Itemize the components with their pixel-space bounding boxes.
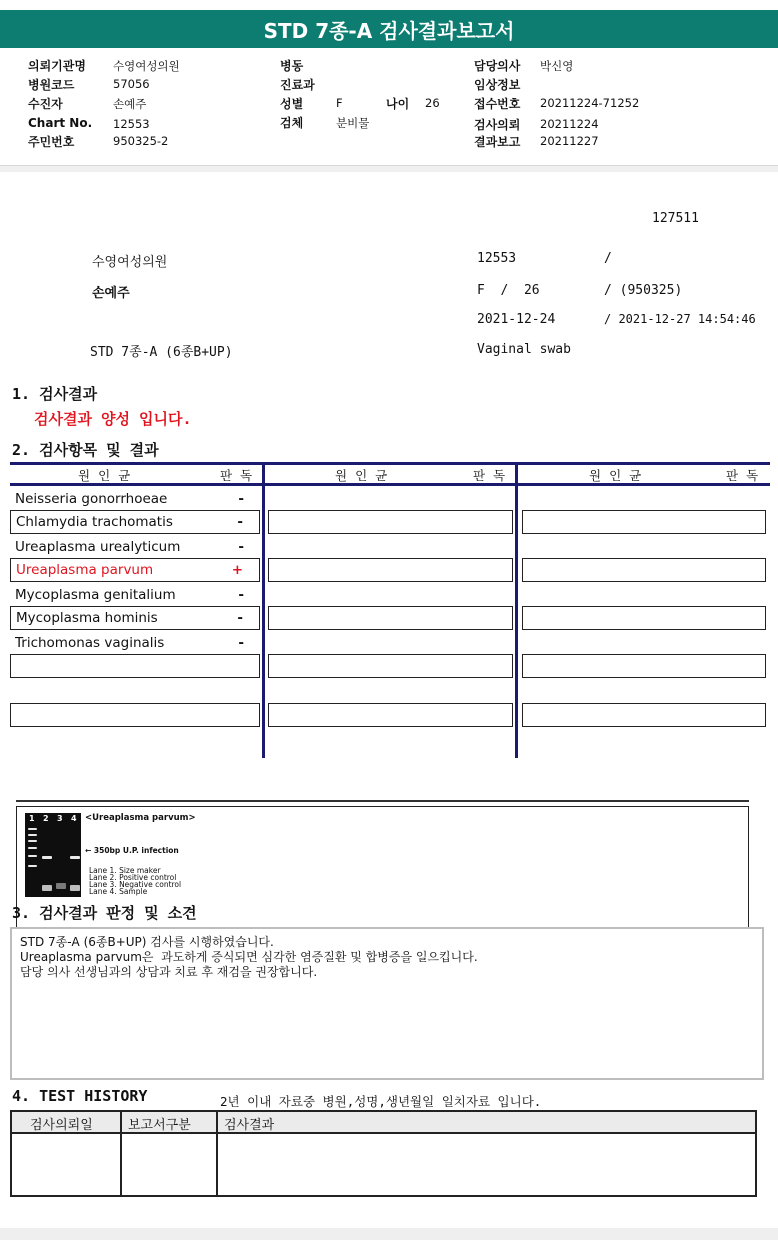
empty-row [10, 703, 260, 727]
gel-band [28, 865, 37, 867]
empty-row [522, 703, 766, 727]
lane-number: 1 [29, 814, 35, 823]
section4-title: 4. TEST HISTORY [12, 1087, 148, 1105]
findings-line: 담당 의사 선생님과의 상담과 치료 후 재검을 권장합니다. [20, 965, 318, 979]
gel-legend-item: Lane 2. Positive control [89, 873, 177, 882]
header-value: 20211224-71252 [540, 96, 640, 110]
report-header [0, 50, 778, 166]
header-label: Chart No. [28, 116, 93, 130]
section2-title: 2. 검사항목 및 결과 [12, 441, 159, 459]
header-value: 26 [425, 96, 440, 110]
header-label: 수진자 [28, 97, 63, 111]
empty-row [522, 606, 766, 630]
gel-band [42, 856, 52, 859]
pathogen-result: - [237, 610, 243, 626]
gel-legend-item: Lane 3. Negative control [89, 880, 182, 889]
history-table-header [12, 1112, 755, 1134]
pathogen-name: Neisseria gonorrhoeae [15, 491, 168, 507]
report-datetime: / 2021-12-27 14:54:46 [604, 312, 756, 326]
gel-arrow-label: ← 350bp U.P. infection [85, 846, 179, 855]
empty-row [522, 510, 766, 534]
table-row [10, 535, 260, 559]
report-title-bar [0, 10, 778, 48]
header-value: 분비물 [336, 116, 370, 130]
pathogen-name: Ureaplasma parvum [16, 562, 154, 578]
patient-name: 손예주 [92, 286, 130, 301]
col-header-pathogen: 원인균 [589, 468, 650, 483]
findings-line: STD 7종-A (6종B+UP) 검사를 시행하였습니다. [20, 935, 274, 949]
column-divider [515, 462, 518, 758]
empty-row [268, 606, 513, 630]
header-label: 진료과 [280, 78, 315, 92]
gel-band [70, 856, 80, 859]
header-label: 접수번호 [474, 97, 521, 111]
gel-band [42, 885, 52, 891]
header-label: 검사의뢰 [474, 118, 521, 132]
history-col-divider [216, 1112, 218, 1195]
gel-band [28, 834, 37, 836]
empty-row [268, 703, 513, 727]
header-value: 박신영 [540, 59, 574, 73]
lane-number: 3 [57, 814, 63, 823]
results-table [10, 462, 770, 758]
header-value: 57056 [113, 77, 150, 91]
col-header-pathogen: 원인균 [335, 468, 396, 483]
header-value: 12553 [113, 117, 150, 131]
pathogen-result: + [231, 562, 243, 578]
gel-band [28, 828, 37, 830]
pathogen-result: - [237, 514, 243, 530]
gel-top-rule [16, 800, 749, 802]
history-col-divider [120, 1112, 122, 1195]
header-label: 임상정보 [474, 78, 521, 92]
pathogen-result: - [238, 587, 244, 603]
empty-row [522, 558, 766, 582]
specimen-type: Vaginal swab [477, 342, 571, 357]
pathogen-result: - [238, 539, 244, 555]
gel-legend-item: Lane 4. Sample [89, 887, 148, 896]
gel-electrophoresis-image [25, 813, 81, 897]
history-note: 2년 이내 자료중 병원,성명,생년월일 일치자료 입니다. [220, 1094, 542, 1109]
empty-row [268, 558, 513, 582]
col-header-result: 판독 [473, 468, 514, 483]
chart-slash: / [604, 251, 612, 266]
header-label: 성별 [280, 97, 304, 111]
chart-number: 12553 [477, 251, 517, 266]
header-label: 결과보고 [474, 135, 521, 149]
gel-band [28, 855, 37, 857]
page-footer [0, 1228, 778, 1240]
header-label: 나이 [386, 97, 410, 111]
header-separator [0, 166, 778, 172]
table-row [10, 510, 260, 534]
header-value: 수영여성의원 [113, 59, 180, 73]
col-header-pathogen: 원인균 [78, 468, 139, 483]
table-top-border [10, 462, 770, 465]
pathogen-name: Ureaplasma urealyticum [15, 539, 181, 555]
table-row-positive [10, 558, 260, 582]
header-label: 의뢰기관명 [28, 59, 86, 73]
lane-number: 4 [71, 814, 77, 823]
gel-title: <Ureaplasma parvum> [85, 813, 196, 823]
header-value: 20211224 [540, 117, 599, 131]
pathogen-name: Mycoplasma hominis [16, 610, 158, 626]
birth-date: / (950325) [604, 283, 683, 298]
report-title: STD 7종-A 검사결과보고서 [263, 18, 515, 43]
gel-band [28, 840, 37, 842]
gel-band [28, 847, 37, 849]
empty-row [268, 654, 513, 678]
sex-age: F / 26 [477, 283, 540, 298]
column-divider [262, 462, 265, 758]
gel-legend-item: Lane 1. Size maker [89, 866, 161, 875]
pathogen-name: Mycoplasma genitalium [15, 587, 176, 603]
empty-row [10, 654, 260, 678]
header-value: F [336, 96, 343, 110]
header-label: 주민번호 [28, 135, 75, 149]
header-value: 손예주 [113, 97, 147, 111]
section3-title: 3. 검사결과 판정 및 소견 [12, 904, 197, 922]
gel-band [70, 885, 80, 891]
history-table [10, 1110, 757, 1197]
clinic-name: 수영여성의원 [92, 255, 168, 270]
section1-title: 1. 검사결과 [12, 385, 98, 403]
header-label: 담당의사 [474, 59, 521, 73]
pathogen-result: - [238, 635, 244, 651]
header-label: 병원코드 [28, 78, 75, 92]
table-row [10, 606, 260, 630]
test-name: STD 7종-A (6종B+UP) [90, 345, 233, 360]
history-col-header: 보고서구분 [128, 1118, 191, 1133]
history-col-header: 검사결과 [224, 1118, 275, 1133]
pathogen-name: Chlamydia trachomatis [16, 514, 173, 530]
col-header-result: 판독 [220, 468, 261, 483]
findings-line: Ureaplasma parvum은 과도하게 증식되면 심각한 염증질환 및 합병증을 일으킵니다. [20, 950, 478, 964]
header-value: 20211227 [540, 134, 599, 148]
table-row [10, 631, 260, 655]
header-label: 검체 [280, 116, 304, 130]
lane-number: 2 [43, 814, 49, 823]
pathogen-result: - [238, 491, 244, 507]
table-row [10, 487, 260, 511]
col-header-result: 판독 [726, 468, 767, 483]
table-row [10, 583, 260, 607]
report-id: 127511 [652, 211, 699, 226]
history-col-header: 검사의뢰일 [30, 1118, 93, 1133]
request-date: 2021-12-24 [477, 312, 556, 327]
gel-band [56, 883, 66, 889]
positive-result-text: 검사결과 양성 입니다. [34, 410, 192, 428]
header-value: 950325-2 [113, 134, 169, 148]
empty-row [268, 510, 513, 534]
pathogen-name: Trichomonas vaginalis [15, 635, 165, 651]
header-label: 병동 [280, 59, 304, 73]
findings-box [10, 927, 764, 1080]
empty-row [522, 654, 766, 678]
